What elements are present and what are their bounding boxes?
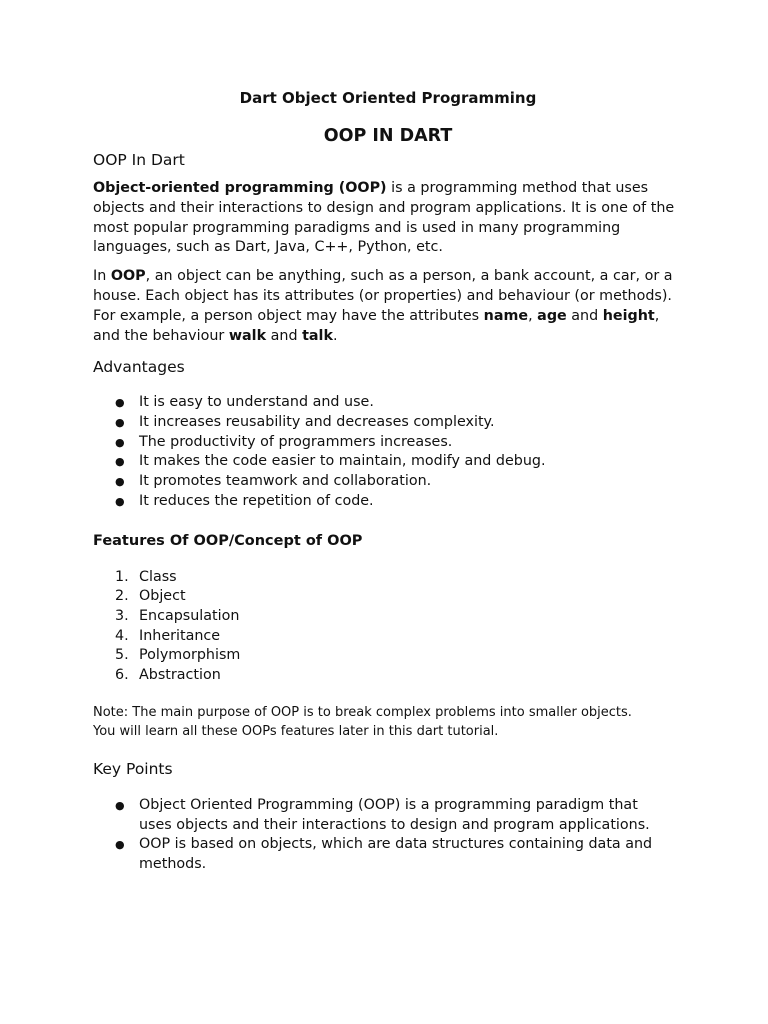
key-points-list bbox=[93, 796, 673, 875]
list-number: 2. bbox=[115, 588, 129, 605]
object-bold-walk: walk bbox=[228, 327, 267, 344]
intro-bold-term: Object-oriented programming (OOP) bbox=[93, 180, 387, 196]
section-heading-features: Features Of OOP/Concept of OOP bbox=[93, 532, 363, 549]
intro-paragraph bbox=[93, 179, 683, 258]
list-item bbox=[93, 587, 683, 607]
object-text-6: and bbox=[266, 327, 303, 344]
list-item-label: Inheritance bbox=[139, 627, 221, 644]
section-heading-advantages: Advantages bbox=[93, 358, 185, 377]
section-heading-oop-in-dart: OOP In Dart bbox=[93, 151, 185, 169]
list-item: ● OOP is based on objects, which are data structures containing data and methods. bbox=[93, 835, 673, 874]
list-item: ● It reduces the repetition of code. bbox=[93, 492, 683, 512]
object-text-5: , and the behaviour bbox=[93, 307, 660, 344]
list-number: 1. bbox=[115, 568, 129, 585]
object-text-1: In bbox=[93, 268, 111, 285]
list-number: 3. bbox=[115, 608, 129, 624]
list-number: 6. bbox=[115, 667, 129, 684]
list-item: ● It promotes teamwork and collaboration. bbox=[93, 472, 683, 492]
list-item: ● It makes the code easier to maintain, modify and debug. bbox=[93, 452, 683, 472]
object-bold-oop: OOP bbox=[110, 268, 146, 285]
list-item: ● It is easy to understand and use. bbox=[93, 393, 683, 413]
intro-text: is a programming method that uses objects and their interactions to design and program applications. It is one of the most popular programming paradigms and is used in many programming languages, such as Dart, Java, C++, Python, etc. bbox=[93, 180, 675, 256]
list-item bbox=[93, 627, 683, 647]
object-bold-name: name bbox=[483, 307, 529, 324]
object-paragraph bbox=[93, 267, 683, 346]
advantages-list bbox=[93, 393, 683, 511]
list-number: 5. bbox=[115, 647, 129, 664]
list-item: ● It increases reusability and decreases complexity. bbox=[93, 413, 683, 433]
list-item bbox=[93, 568, 683, 588]
list-item bbox=[93, 607, 683, 627]
object-bold-height: height bbox=[602, 307, 655, 324]
list-number: 4. bbox=[115, 627, 129, 644]
section-heading-key-points: Key Points bbox=[93, 759, 173, 778]
object-text-7: . bbox=[332, 327, 338, 344]
list-item bbox=[93, 646, 683, 666]
note-line: You will learn all these OOPs features later in this dart tutorial. bbox=[93, 723, 499, 739]
list-item-label: Object bbox=[139, 588, 186, 605]
list-item-label: Abstraction bbox=[139, 667, 221, 684]
document-title: Dart Object Oriented Programming bbox=[239, 89, 537, 107]
document-page bbox=[93, 84, 683, 875]
list-item: ● The productivity of programmers increases. bbox=[93, 433, 683, 453]
note-line: Note: The main purpose of OOP is to break complex problems into smaller objects. bbox=[93, 704, 632, 720]
list-item: ● Object Oriented Programming (OOP) is a programming paradigm that uses objects and their interactions to design and program applications. bbox=[93, 796, 673, 835]
main-heading: OOP IN DART bbox=[323, 126, 453, 146]
object-text-4: and bbox=[566, 307, 603, 324]
object-bold-talk: talk bbox=[302, 327, 333, 344]
list-item-label: Encapsulation bbox=[139, 608, 240, 624]
list-item-label: Class bbox=[139, 568, 177, 585]
list-item-label: Polymorphism bbox=[139, 647, 241, 664]
object-text-2: , an object can be anything, such as a person, a bank account, a car, or a house. Each object has its attributes (or properties) and behaviour (or methods). For example, a person object may have the attributes bbox=[93, 268, 673, 324]
list-item bbox=[93, 666, 683, 686]
object-bold-age: age bbox=[537, 307, 567, 324]
object-text-3: , bbox=[528, 307, 538, 324]
features-list bbox=[93, 568, 683, 686]
